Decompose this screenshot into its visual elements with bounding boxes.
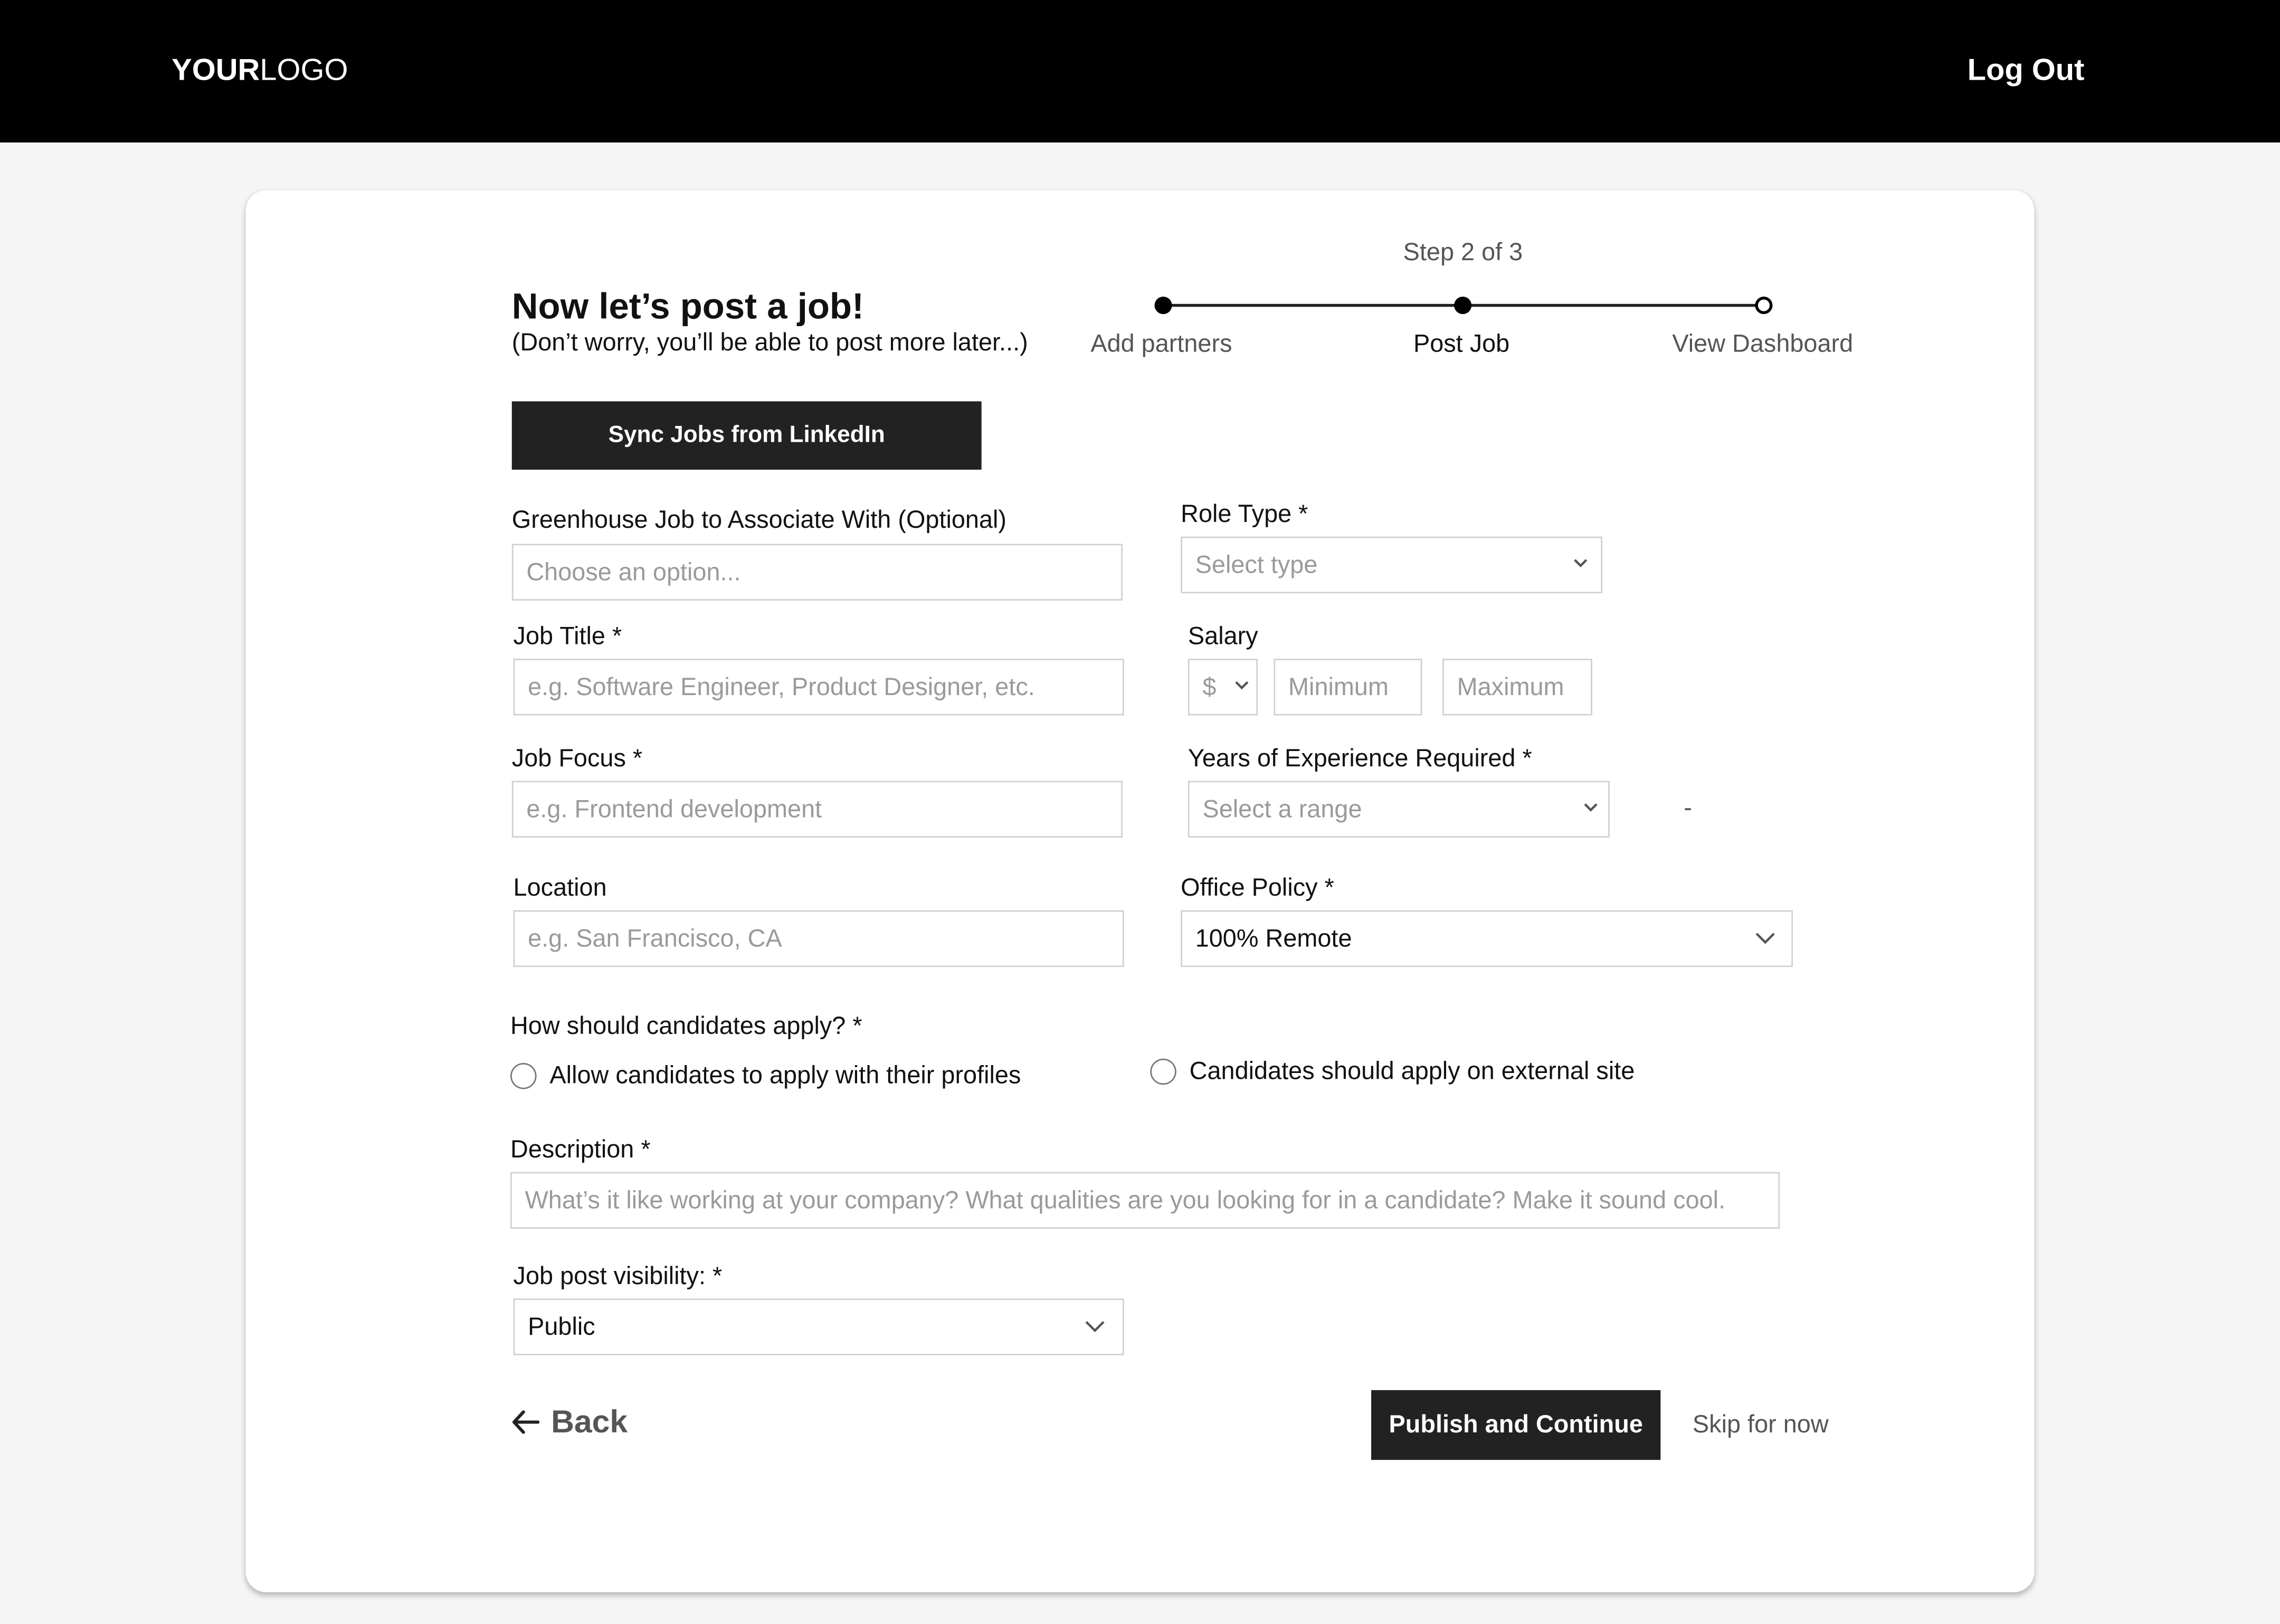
- visibility-value: Public: [528, 1312, 595, 1340]
- visibility-label: Job post visibility: *: [513, 1262, 723, 1290]
- logout-link[interactable]: Log Out: [1967, 53, 2085, 88]
- back-label: Back: [551, 1403, 628, 1440]
- description-placeholder: What’s it like working at your company? What qualities are you looking for in a candidate? Make it sound cool.: [525, 1185, 1726, 1214]
- greenhouse-placeholder: Choose an option...: [526, 557, 741, 585]
- currency-select[interactable]: [1188, 659, 1258, 715]
- stepper-line-2: [1463, 304, 1764, 307]
- description-label: Description *: [510, 1135, 651, 1164]
- chevron-down-icon: [1234, 680, 1249, 693]
- role-type-label: Role Type *: [1181, 500, 1308, 528]
- back-button[interactable]: [512, 1403, 628, 1441]
- step-label-view-dashboard: View Dashboard: [1672, 330, 1854, 358]
- role-type-select[interactable]: [1181, 537, 1602, 593]
- experience-label: Years of Experience Required *: [1188, 744, 1532, 772]
- chevron-down-icon: [1085, 1319, 1105, 1333]
- location-label: Location: [513, 873, 607, 902]
- role-type-placeholder: Select type: [1195, 550, 1318, 578]
- location-placeholder: e.g. San Francisco, CA: [528, 924, 782, 952]
- chevron-down-icon: [1573, 558, 1588, 571]
- step-dot-view-dashboard: [1755, 297, 1772, 314]
- salary-max-input[interactable]: [1442, 659, 1592, 715]
- logo-bold-text: YOUR: [172, 53, 260, 88]
- job-focus-placeholder: e.g. Frontend development: [526, 794, 822, 823]
- experience-select[interactable]: [1188, 781, 1610, 837]
- step-dot-post-job: [1454, 297, 1471, 314]
- arrow-left-icon: [512, 1410, 539, 1433]
- publish-continue-button[interactable]: Publish and Continue: [1371, 1390, 1660, 1460]
- apply-with-profiles-label[interactable]: Allow candidates to apply with their profiles: [549, 1061, 1021, 1089]
- salary-min-placeholder: Minimum: [1288, 672, 1389, 700]
- experience-separator: -: [1684, 794, 1693, 822]
- page-subtitle: (Don’t worry, you’ll be able to post more later...): [511, 328, 1028, 356]
- greenhouse-select[interactable]: [512, 544, 1123, 600]
- experience-placeholder: Select a range: [1202, 794, 1362, 823]
- logo[interactable]: [172, 54, 348, 89]
- apply-with-profiles-radio[interactable]: [510, 1063, 537, 1089]
- page-title: Now let’s post a job!: [511, 286, 864, 327]
- currency-value: $: [1202, 672, 1217, 700]
- job-title-label: Job Title *: [513, 622, 622, 650]
- stepper-line-1: [1163, 304, 1463, 307]
- job-focus-input[interactable]: [512, 781, 1123, 837]
- salary-max-placeholder: Maximum: [1457, 672, 1564, 700]
- job-title-input[interactable]: [514, 659, 1124, 715]
- chevron-down-icon: [1755, 932, 1775, 945]
- job-focus-label: Job Focus *: [511, 744, 643, 772]
- apply-external-radio[interactable]: [1150, 1059, 1176, 1085]
- step-dot-add-partners: [1155, 297, 1172, 314]
- step-label-post-job: Post Job: [1413, 330, 1510, 358]
- salary-min-input[interactable]: [1274, 659, 1422, 715]
- salary-label: Salary: [1188, 622, 1258, 650]
- office-policy-label: Office Policy *: [1181, 873, 1334, 902]
- skip-link[interactable]: Skip for now: [1692, 1410, 1829, 1438]
- office-policy-value: 100% Remote: [1195, 924, 1352, 952]
- step-counter: Step 2 of 3: [1403, 238, 1523, 267]
- apply-method-label: How should candidates apply? *: [510, 1012, 862, 1040]
- apply-external-label[interactable]: Candidates should apply on external site: [1189, 1057, 1635, 1085]
- greenhouse-label: Greenhouse Job to Associate With (Optional): [511, 506, 1007, 534]
- office-policy-select[interactable]: [1181, 910, 1793, 967]
- job-title-placeholder: e.g. Software Engineer, Product Designer, etc.: [528, 672, 1035, 700]
- chevron-down-icon: [1583, 802, 1598, 815]
- location-input[interactable]: [514, 910, 1124, 967]
- logo-thin-text: LOGO: [260, 53, 348, 88]
- step-label-add-partners: Add partners: [1090, 330, 1232, 358]
- description-input[interactable]: [510, 1172, 1780, 1229]
- visibility-select[interactable]: [514, 1298, 1124, 1355]
- sync-linkedin-button[interactable]: Sync Jobs from LinkedIn: [512, 401, 982, 469]
